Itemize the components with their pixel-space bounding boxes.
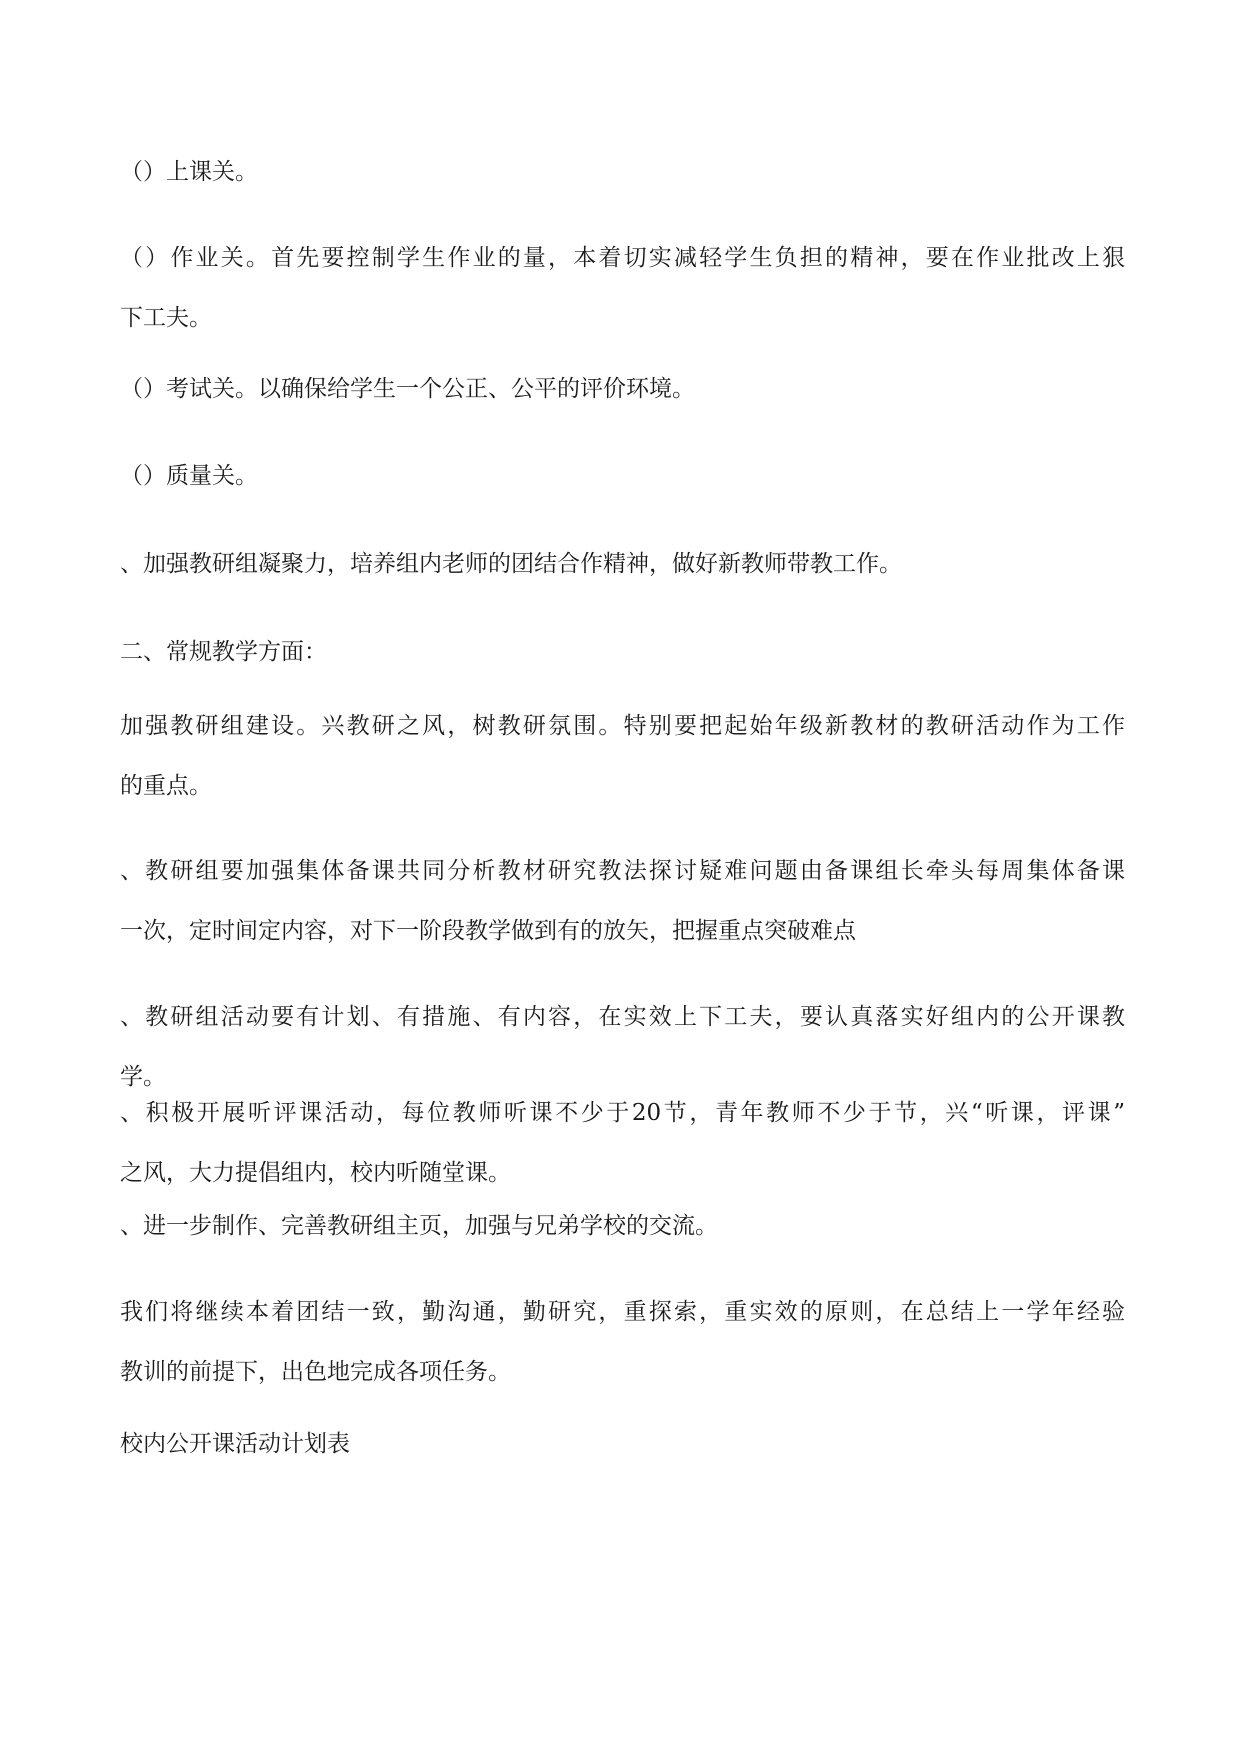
paragraph-line: 之风，大力提倡组内，校内听随堂课。	[120, 1160, 511, 1186]
paragraph-line: 的重点。	[120, 773, 212, 799]
paragraph-line: 下工夫。	[120, 305, 212, 331]
paragraph-line: 学。	[120, 1064, 166, 1090]
paragraph-line: （）作业关。首先要控制学生作业的量，本着切实减轻学生负担的精神，要在作业批改上狠	[120, 245, 1125, 271]
paragraph-group-homepage: 、进一步制作、完善教研组主页，加强与兄弟学校的交流。	[120, 1213, 718, 1239]
paragraph-line: 、教研组要加强集体备课共同分析教材研究教法探讨疑难问题由备课组长牵头每周集体备课	[120, 858, 1125, 884]
paragraph-line: 、教研组活动要有计划、有措施、有内容，在实效上下工夫，要认真落实好组内的公开课教	[120, 1004, 1125, 1030]
paragraph-line: 一次，定时间定内容，对下一阶段教学做到有的放矢，把握重点突破难点	[120, 918, 856, 944]
paragraph-line: 、积极开展听评课活动，每位教师听课不少于20节，青年教师不少于节，兴“听课，评课”	[120, 1100, 1125, 1126]
paragraph-lesson-observation	[120, 1083, 1125, 1203]
paragraph-line: 教训的前提下，出色地完成各项任务。	[120, 1359, 511, 1385]
paragraph-exam-checkpoint: （）考试关。以确保给学生一个公正、公平的评价环境。	[120, 376, 695, 402]
section-heading-routine-teaching: 二、常规教学方面：	[120, 639, 327, 665]
paragraph-line: 我们将继续本着团结一致，勤沟通，勤研究，重探索，重实效的原则，在总结上一学年经验	[120, 1299, 1125, 1325]
paragraph-closing-statement	[120, 1282, 1125, 1402]
paragraph-line: 加强教研组建设。兴教研之风，树教研氛围。特别要把起始年级新教材的教研活动作为工作	[120, 713, 1125, 739]
paragraph-collective-lesson-prep	[120, 841, 1125, 961]
paragraph-quality-checkpoint: （）质量关。	[120, 463, 258, 489]
paragraph-research-group-building	[120, 696, 1125, 816]
paragraph-class-checkpoint: （）上课关。	[120, 159, 258, 185]
paragraph-team-cohesion: 、加强教研组凝聚力，培养组内老师的团结合作精神，做好新教师带教工作。	[120, 551, 902, 577]
paragraph-homework-checkpoint	[120, 228, 1125, 348]
table-caption-open-class-plan: 校内公开课活动计划表	[120, 1431, 350, 1457]
